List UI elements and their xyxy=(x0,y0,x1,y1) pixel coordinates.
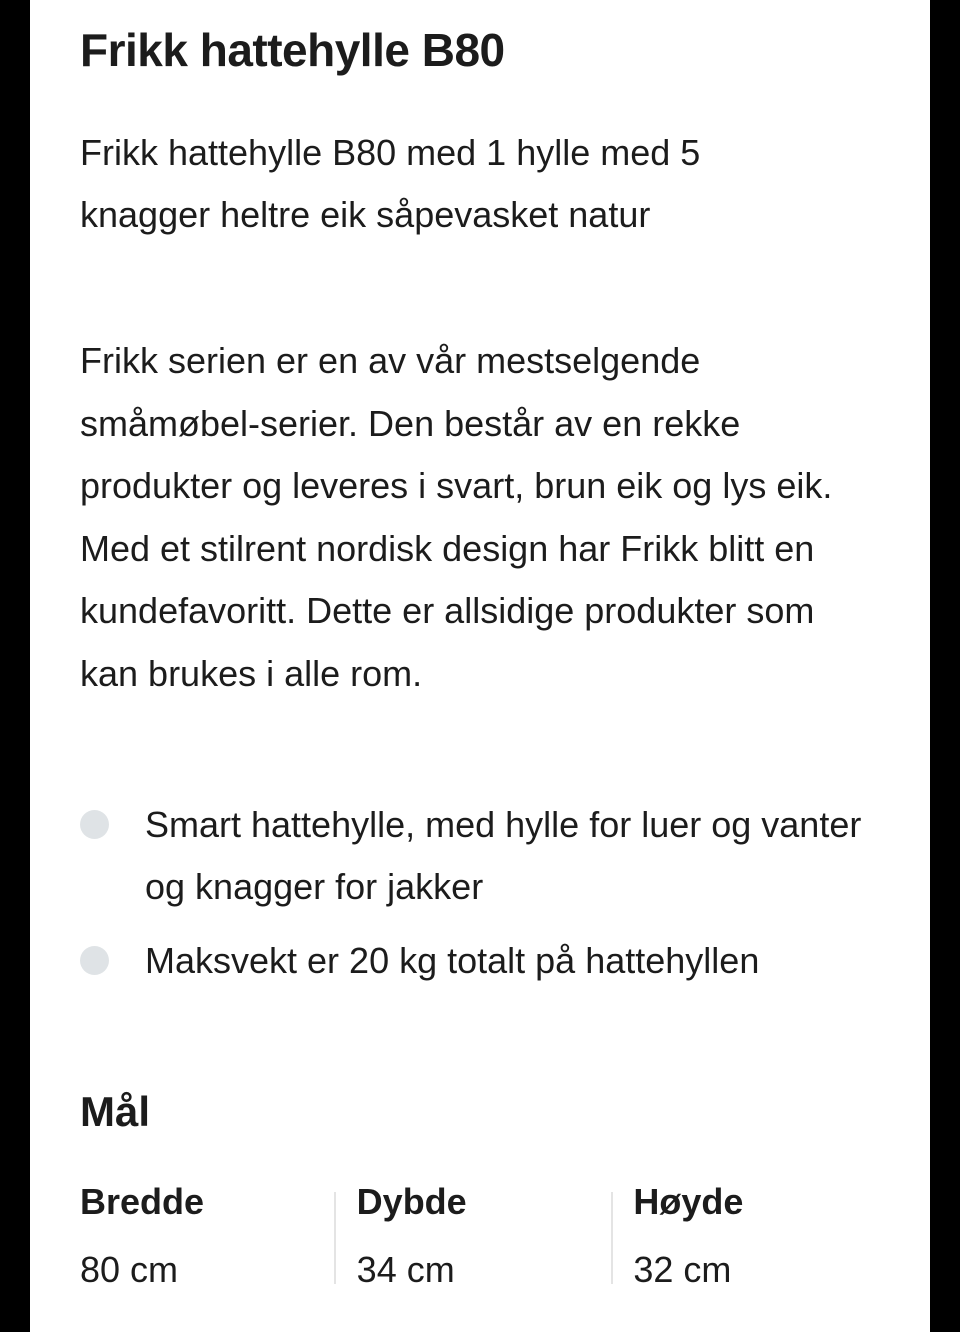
measurement-depth xyxy=(357,1172,634,1292)
product-title: Frikk hattehylle B80 xyxy=(80,24,505,76)
measurement-value: 32 cm xyxy=(633,1249,732,1290)
measurement-height xyxy=(633,1172,910,1292)
measurements-heading: Mål xyxy=(80,1088,151,1135)
product-subtitle: Frikk hattehylle B80 med 1 hylle med 5 knagger heltre eik såpevasket natur xyxy=(80,132,701,235)
product-description: Frikk serien er en av vår mestselgende småmøbel-serier. Den består av en rekke produkter og leveres i svart, brun eik og lys eik. Med et stilrent nordisk design har Frikk blitt en kundefavoritt. Dette er allsidige produkter som kan brukes i alle rom. xyxy=(80,340,833,694)
list-item xyxy=(80,794,880,918)
measurements-row xyxy=(80,1172,910,1292)
product-details-panel xyxy=(30,0,930,1332)
measurement-value: 34 cm xyxy=(356,1249,455,1290)
measurement-width xyxy=(80,1172,357,1292)
bullet-dot-icon xyxy=(80,946,109,975)
feature-list xyxy=(80,794,880,992)
feature-text: Smart hattehylle, med hylle for luer og vanter og knagger for jakker xyxy=(145,804,862,907)
measurement-divider xyxy=(611,1192,613,1284)
feature-text: Maksvekt er 20 kg totalt på hattehyllen xyxy=(145,940,760,981)
measurement-label: Dybde xyxy=(356,1181,467,1222)
bullet-dot-icon xyxy=(80,810,109,839)
list-item xyxy=(80,930,880,992)
measurement-label: Bredde xyxy=(80,1181,205,1222)
measurement-label: Høyde xyxy=(633,1181,744,1222)
measurement-divider xyxy=(334,1192,336,1284)
measurement-value: 80 cm xyxy=(80,1249,179,1290)
